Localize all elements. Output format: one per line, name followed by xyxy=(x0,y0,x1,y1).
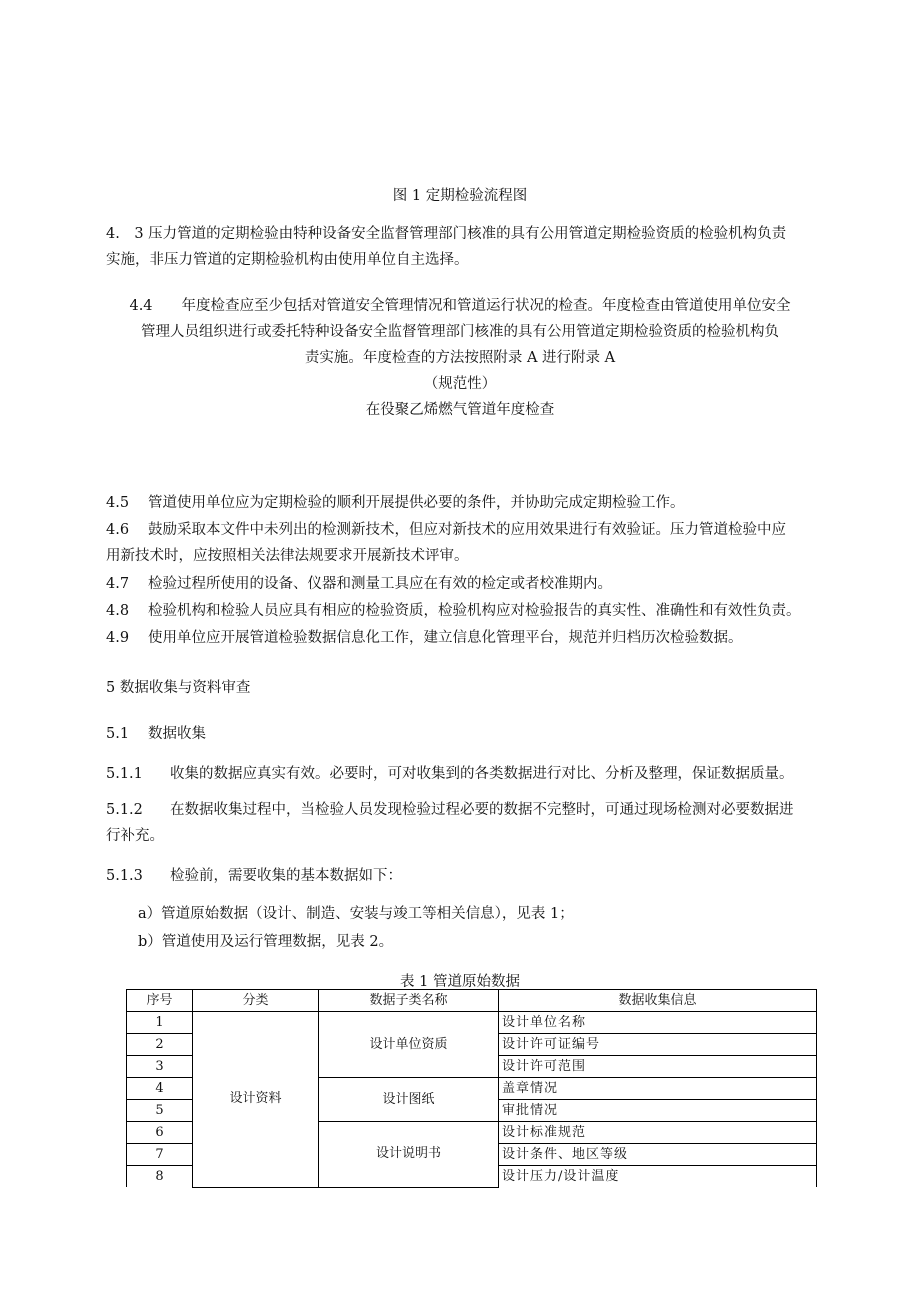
row-no: 1 xyxy=(127,1012,193,1034)
header-subcategory: 数据子类名称 xyxy=(319,990,499,1012)
info-cell: 盖章情况 xyxy=(499,1078,817,1100)
info-cell: 设计条件、地区等级 xyxy=(499,1144,817,1166)
paragraph-4-3-line2: 实施，非压力管道的定期检验机构由使用单位自主选择。 xyxy=(106,252,469,268)
info-cell: 设计许可范围 xyxy=(499,1056,817,1078)
item-4-5: 4.5 管道使用单位应为定期检验的顺利开展提供必要的条件，并协助完成定期检验工作。 xyxy=(106,495,685,511)
row-no: 2 xyxy=(127,1034,193,1056)
subcategory-cell: 设计图纸 xyxy=(319,1078,499,1122)
paragraph-4-4-line3: 责实施。年度检查的方法按照附录 A 进行附录 A xyxy=(304,350,616,366)
row-no: 7 xyxy=(127,1144,193,1166)
appendix-type-label: （规范性） xyxy=(423,376,497,392)
item-4-8: 4.8 检验机构和检验人员应具有相应的检验资质，检验机构应对检验报告的真实性、准确性和有效性负责。 xyxy=(106,603,801,619)
row-no: 4 xyxy=(127,1078,193,1100)
row-no: 8 xyxy=(127,1166,193,1188)
section-5-1-2: 5.1.2 在数据收集过程中，当检验人员发现检验过程必要的数据不完整时，可通过现场检测对必要数据进 xyxy=(106,802,794,818)
section-5-1-3: 5.1.3 检验前，需要收集的基本数据如下： xyxy=(106,868,402,884)
table-1-caption: 表 1 管道原始数据 xyxy=(400,974,520,990)
info-cell: 审批情况 xyxy=(499,1100,817,1122)
row-no: 6 xyxy=(127,1122,193,1144)
appendix-title: 在役聚乙烯燃气管道年度检查 xyxy=(365,402,555,418)
item-4-6: 4.6 鼓励采取本文件中未列出的检测新技术，但应对新技术的应用效果进行有效验证。压力管道检验中应 xyxy=(106,522,786,538)
header-category: 分类 xyxy=(193,990,319,1012)
row-no: 3 xyxy=(127,1056,193,1078)
paragraph-4-4-line2: 管理人员组织进行或委托特种设备安全监督管理部门核准的具有公用管道定期检验资质的检验机构负 xyxy=(141,324,779,340)
section-5-1-1: 5.1.1 收集的数据应真实有效。必要时，可对收集到的各类数据进行对比、分析及整理，保证数据质量。 xyxy=(106,766,794,782)
info-cell: 设计标准规范 xyxy=(499,1122,817,1144)
figure-caption: 图 1 定期检验流程图 xyxy=(392,188,528,204)
table-row xyxy=(127,1012,817,1034)
info-cell: 设计许可证编号 xyxy=(499,1034,817,1056)
item-4-7: 4.7 检验过程所使用的设备、仪器和测量工具应在有效的检定或者校准期内。 xyxy=(106,576,612,592)
paragraph-4-4-line1: 4.4 年度检查应至少包括对管道安全管理情况和管道运行状况的检查。年度检查由管道使用单位安全 xyxy=(129,298,791,314)
subcategory-cell: 设计单位资质 xyxy=(319,1012,499,1078)
item-4-9: 4.9 使用单位应开展管道检验数据信息化工作，建立信息化管理平台，规范并归档历次检验数据。 xyxy=(106,630,743,646)
table-1 xyxy=(126,989,817,1188)
table-header-row xyxy=(127,990,817,1012)
list-item-b: b）管道使用及运行管理数据，见表 2。 xyxy=(138,934,394,950)
section-5-1-2-continued: 行补充。 xyxy=(106,828,164,844)
header-info: 数据收集信息 xyxy=(499,990,817,1012)
list-item-a: a）管道原始数据（设计、制造、安装与竣工等相关信息），见表 1； xyxy=(138,906,574,922)
info-cell: 设计单位名称 xyxy=(499,1012,817,1034)
header-no: 序号 xyxy=(127,990,193,1012)
item-4-6-continued: 用新技术时，应按照相关法律法规要求开展新技术评审。 xyxy=(106,548,469,564)
row-no: 5 xyxy=(127,1100,193,1122)
section-5-1: 5.1 数据收集 xyxy=(106,726,206,742)
subcategory-cell: 设计说明书 xyxy=(319,1122,499,1188)
paragraph-4-3-line1: 4. 3 压力管道的定期检验由特种设备安全监督管理部门核准的具有公用管道定期检验资质的检验机构负责 xyxy=(106,226,787,242)
section-5-title: 5 数据收集与资料审查 xyxy=(106,680,251,696)
category-cell: 设计资料 xyxy=(193,1012,319,1188)
info-cell: 设计压力/设计温度 xyxy=(499,1166,817,1188)
